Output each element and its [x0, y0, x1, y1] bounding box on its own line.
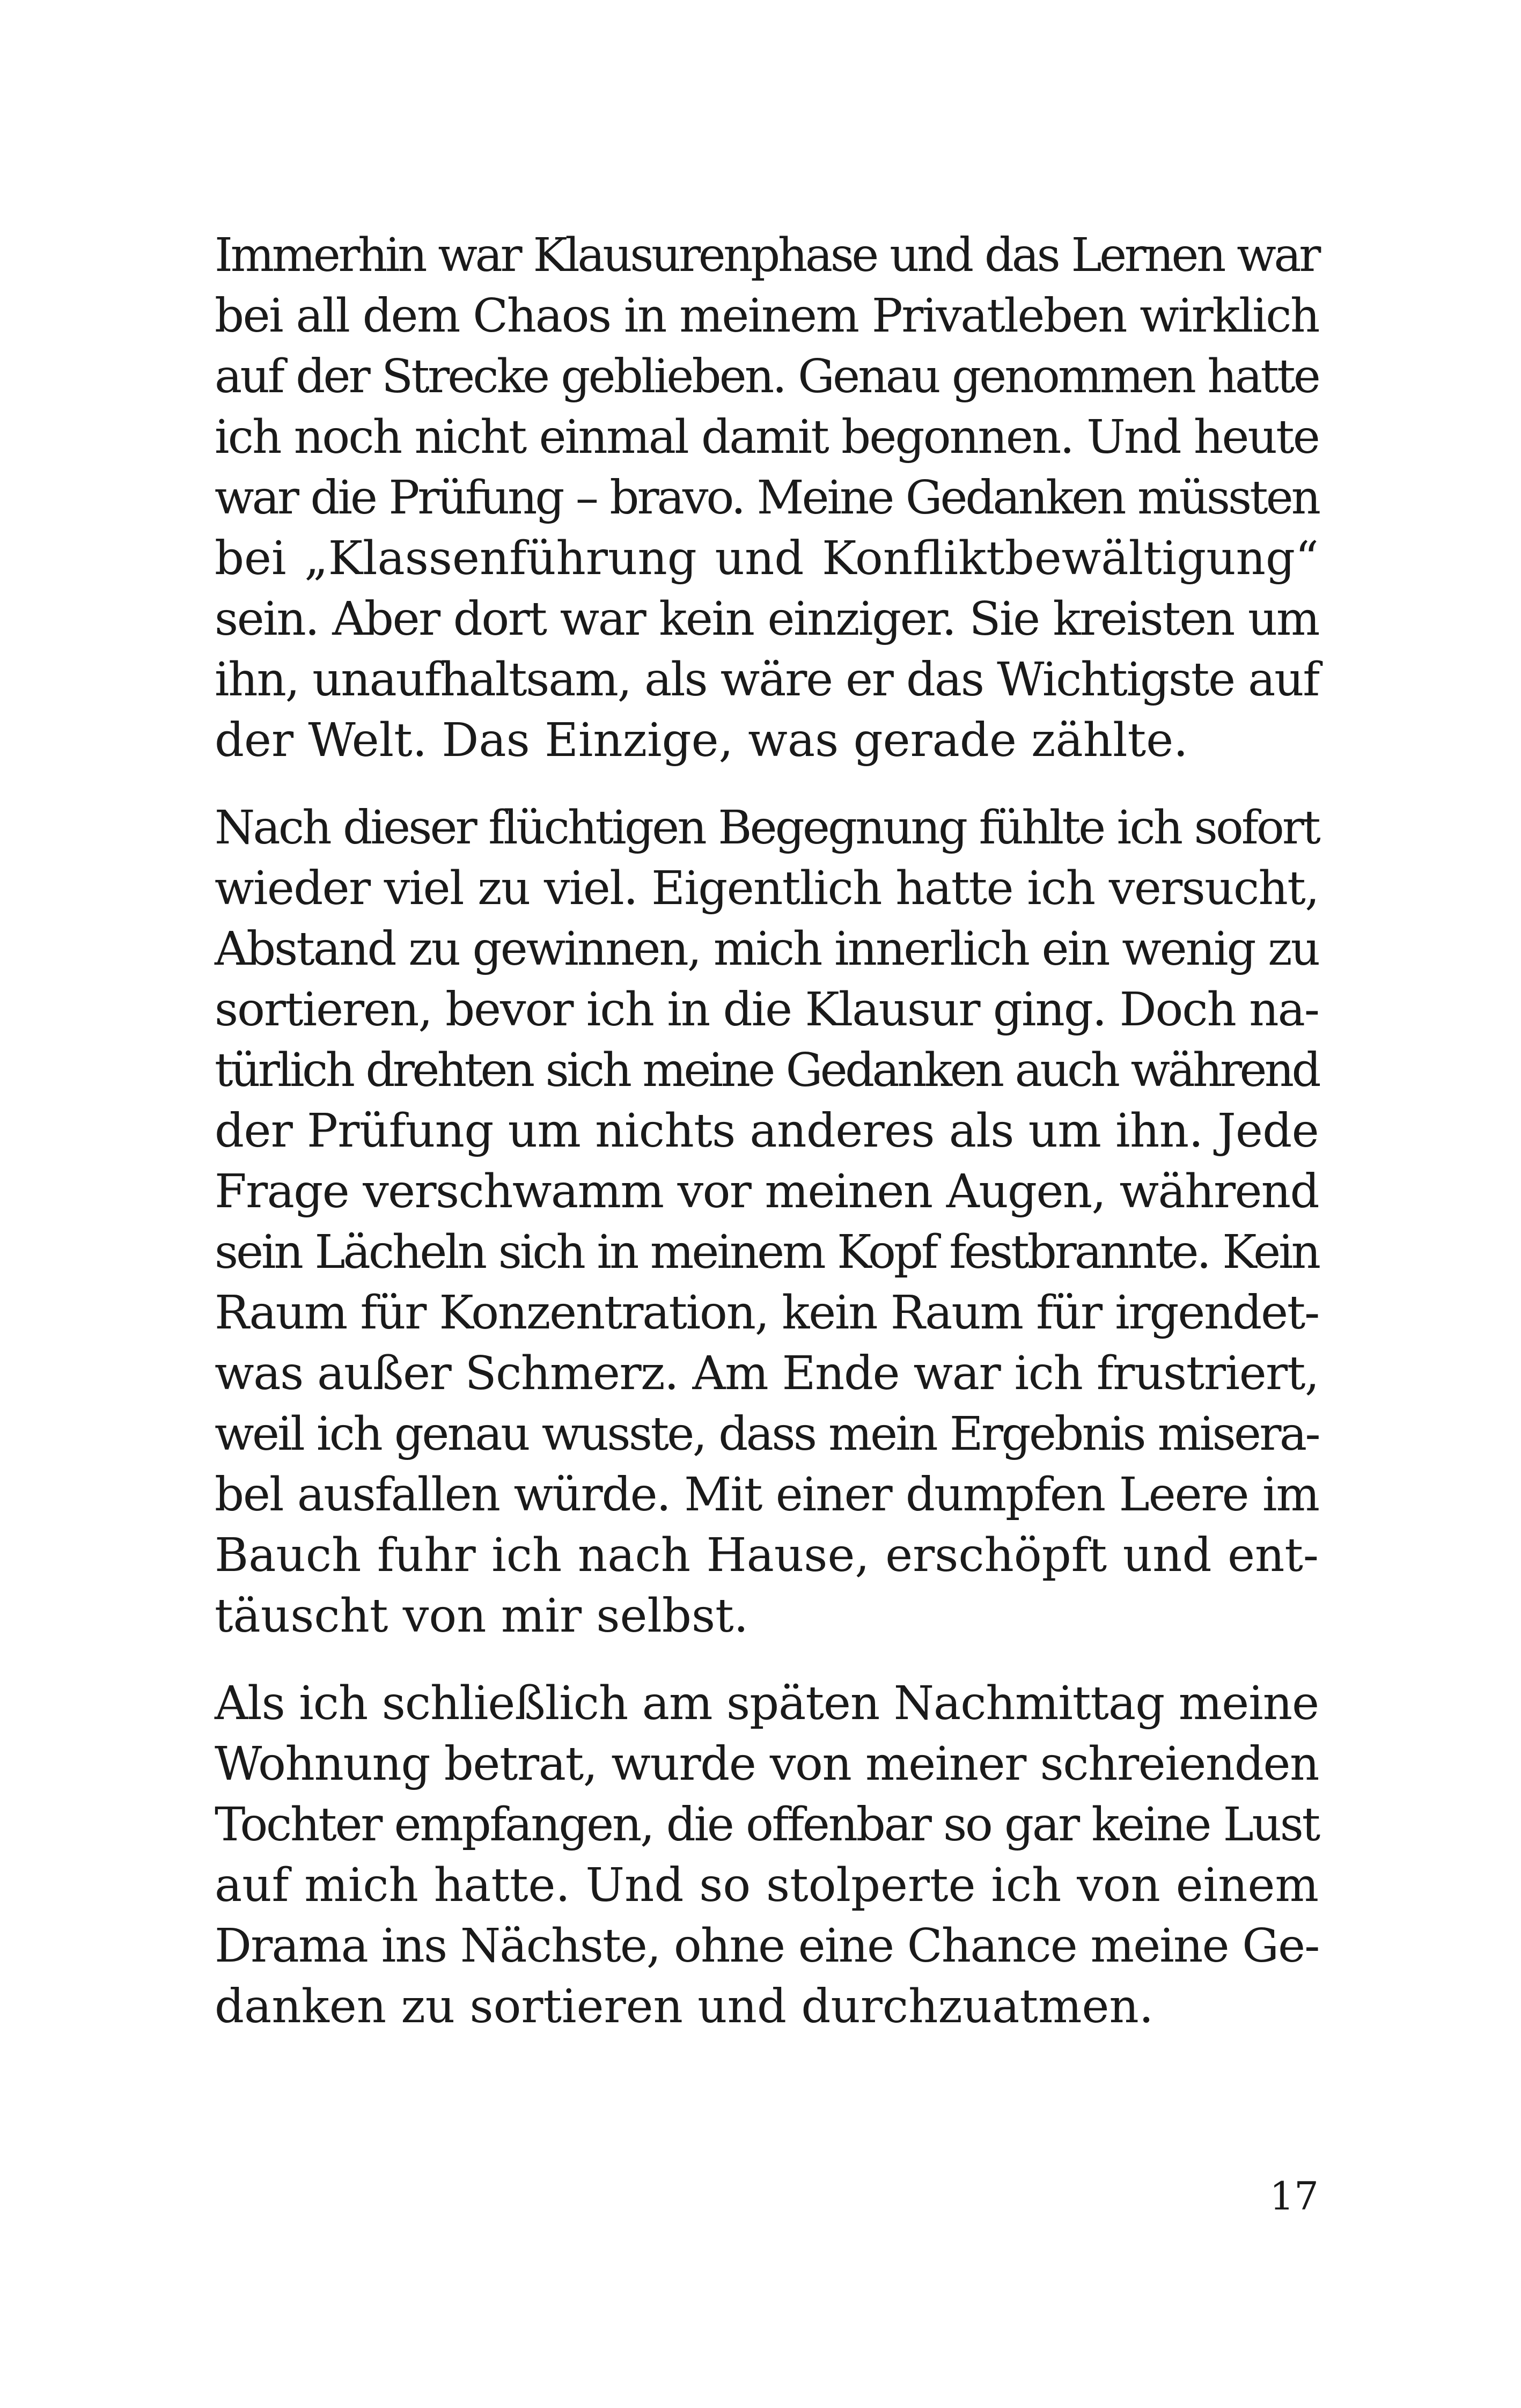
text-line: täuscht von mir selbst.: [215, 1589, 749, 1643]
paragraph-3: [215, 1673, 1319, 2037]
text-line: ihn, unaufhaltsam, als wäre er das Wichtigste auf: [215, 653, 1319, 707]
text-line: der Prüfung um nichts anderes als um ihn. Jede: [215, 1104, 1319, 1158]
text-line: Immerhin war Klausurenphase und das Lernen war: [215, 229, 1319, 282]
body-text: [215, 225, 1319, 2064]
text-line: bei „Klassenführung und Konfliktbewältigung“: [215, 532, 1319, 585]
paragraph-2: [215, 798, 1319, 1647]
text-line: sein Lächeln sich in meinem Kopf festbrannte. Kein: [215, 1225, 1319, 1279]
text-line: ich noch nicht einmal damit begonnen. Und heute: [215, 410, 1319, 464]
text-line: auf mich hatte. Und so stolperte ich von einem: [215, 1859, 1319, 1912]
text-line: auf der Strecke geblieben. Genau genommen hatte: [215, 350, 1319, 403]
text-line: danken zu sortieren und durchzuatmen.: [215, 1980, 1154, 2033]
text-line: sortieren, bevor ich in die Klausur ging. Doch na-: [215, 983, 1319, 1037]
text-line: bel ausfallen würde. Mit einer dumpfen Leere im: [215, 1468, 1319, 1522]
text-line: Bauch fuhr ich nach Hause, erschöpft und ent-: [215, 1529, 1319, 1582]
text-line: Raum für Konzentration, kein Raum für irgendet-: [215, 1286, 1319, 1340]
text-line: bei all dem Chaos in meinem Privatleben wirklich: [215, 289, 1319, 343]
text-line: sein. Aber dort war kein einziger. Sie kreisten um: [215, 592, 1319, 646]
text-line: Als ich schließlich am späten Nachmittag meine: [215, 1677, 1319, 1730]
paragraph-1: [215, 225, 1319, 771]
text-line: Wohnung betrat, wurde von meiner schreienden: [215, 1737, 1319, 1791]
text-line: war die Prüfung – bravo. Meine Gedanken müssten: [215, 471, 1319, 525]
text-line: türlich drehten sich meine Gedanken auch während: [215, 1044, 1319, 1097]
text-line: Frage verschwamm vor meinen Augen, während: [215, 1165, 1319, 1218]
text-line: was außer Schmerz. Am Ende war ich frustriert,: [215, 1347, 1319, 1400]
text-line: wieder viel zu viel. Eigentlich hatte ich versucht,: [215, 862, 1319, 915]
text-line: Tochter empfangen, die offenbar so gar keine Lust: [215, 1798, 1319, 1852]
text-line: Abstand zu gewinnen, mich innerlich ein wenig zu: [215, 922, 1319, 976]
page-number: 17: [1269, 2174, 1319, 2219]
text-line: Drama ins Nächste, ohne eine Chance meine Ge-: [215, 1919, 1319, 1973]
text-line: weil ich genau wusste, dass mein Ergebnis misera-: [215, 1407, 1319, 1461]
text-line: der Welt. Das Einzige, was gerade zählte.: [215, 714, 1188, 767]
text-line: Nach dieser flüchtigen Begegnung fühlte ich sofort: [215, 801, 1319, 855]
